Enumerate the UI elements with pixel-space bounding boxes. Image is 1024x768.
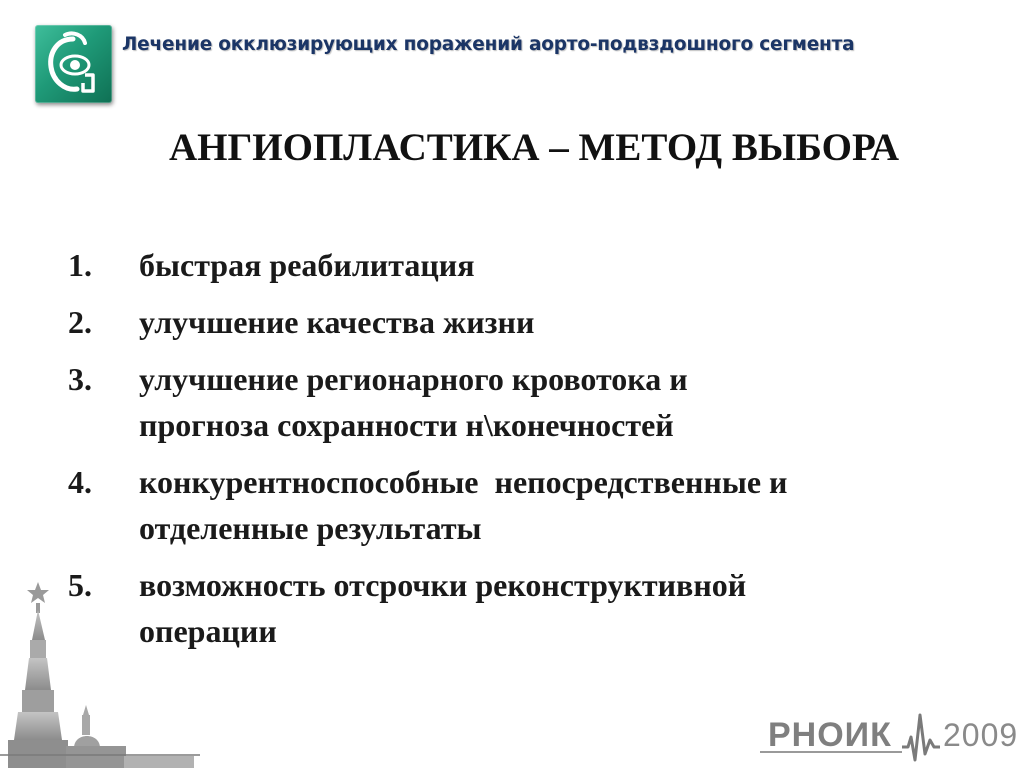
heartbeat-line-icon [902, 715, 940, 760]
list-item [68, 562, 988, 654]
benefits-list [68, 242, 988, 665]
list-item-number: 2. [68, 304, 92, 340]
list-item-text: улучшение качества жизни [139, 304, 535, 340]
list-item-number: 5. [68, 567, 92, 603]
list-item-text: возможность отсрочки реконструктивной операции [139, 567, 747, 649]
list-item [68, 242, 988, 288]
list-item-number: 3. [68, 361, 92, 397]
slide-subtitle: Лечение окклюзирующих поражений аорто-подвздошного сегмента [122, 34, 855, 55]
footer-year: 2009 [943, 717, 1019, 753]
slide-title: АНГИОПЛАСТИКА – МЕТОД ВЫБОРА [168, 126, 899, 169]
eye-heart-emblem-icon [35, 25, 112, 103]
kremlin-tower-silhouette-icon [0, 560, 200, 768]
list-item-text: конкурентноспособные непосредственные и отделенные результаты [139, 464, 788, 546]
list-item-text: быстрая реабилитация [139, 247, 475, 283]
list-item [68, 299, 988, 345]
list-item-text: улучшение регионарного кровотока и прогноза сохранности н\конечностей [139, 361, 688, 443]
list-item [68, 459, 988, 551]
list-item-number: 1. [68, 247, 92, 283]
footer-brand-name: РНОИК [768, 716, 892, 754]
list-item [68, 356, 988, 448]
list-item-number: 4. [68, 464, 92, 500]
footer-brand [760, 700, 1024, 768]
